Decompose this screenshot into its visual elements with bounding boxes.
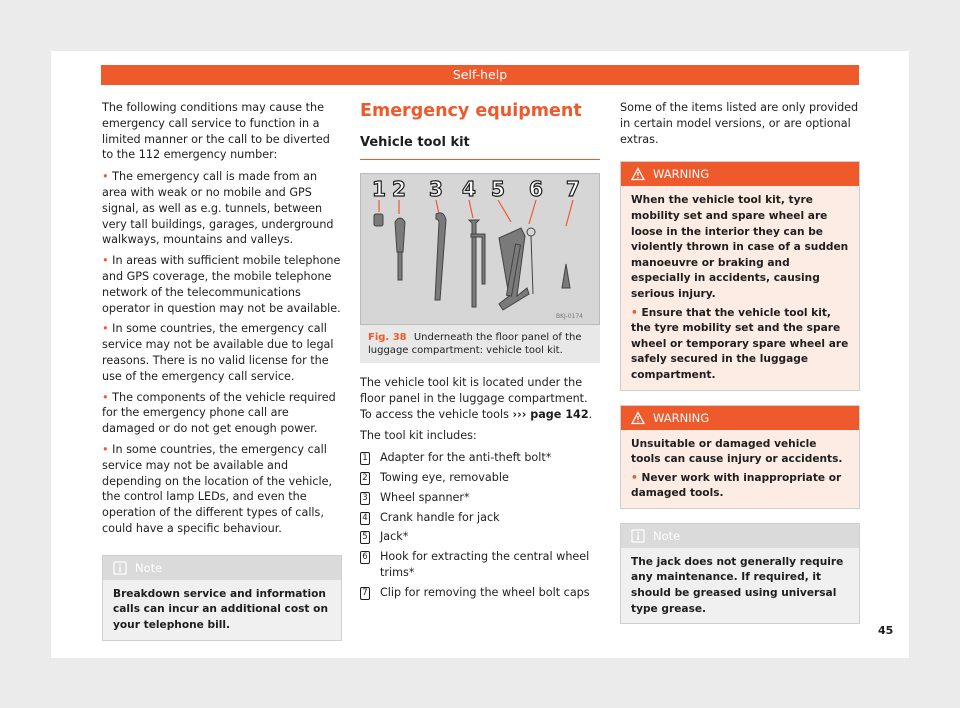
tool-list-item <box>360 450 600 466</box>
item-number-badge: 6 <box>360 551 370 564</box>
tool-name: Adapter for the anti-theft bolt* <box>380 451 552 465</box>
warning-text-2: Unsuitable or damaged vehicle tools can cause injury or accidents. <box>631 437 843 466</box>
warning-text-1: When the vehicle tool kit, tyre mobility set and spare wheel are loose in the interior they can be violently thrown in case of a sudden manoeuvre or braking and especially in accidents, causing serious injury. <box>631 194 849 300</box>
note-title: Note <box>135 560 163 575</box>
warning-triangle-icon <box>631 167 645 181</box>
warning-bullet-text-2: Never work with inappropriate or damaged tools. <box>631 471 842 500</box>
bullet-icon: • <box>102 390 113 404</box>
figure-callout-number: 3 <box>429 177 443 201</box>
condition-item <box>102 169 342 248</box>
condition-text: In some countries, the emergency call service may not be available and depending on the location of the vehicle, the control lamp LEDs, and even the operation of the different types of calls, could have a specific behaviour. <box>102 442 333 535</box>
info-icon <box>631 529 645 543</box>
item-number-badge: 5 <box>360 531 370 544</box>
conditions-list <box>102 169 342 537</box>
info-icon <box>113 561 127 575</box>
column-middle <box>360 100 600 605</box>
figure-callout-number: 2 <box>392 177 406 201</box>
warning-bullet-2: • Never work with inappropriate or damaged tools. <box>631 471 842 500</box>
warning-header-1 <box>621 162 859 186</box>
figure-callout-number: 1 <box>372 177 386 201</box>
note-box <box>102 555 342 641</box>
item-number-badge: 1 <box>360 452 370 465</box>
warning-box-2 <box>620 405 860 509</box>
section-header: Self-help <box>101 65 859 85</box>
tool-kit-illustration <box>361 174 599 324</box>
page-number: 45 <box>878 624 894 637</box>
page-link[interactable]: ››› page 142 <box>512 407 589 421</box>
item-number-badge: 3 <box>360 492 370 505</box>
item-number-badge: 7 <box>360 587 370 600</box>
tool-list-item <box>360 490 600 506</box>
warning-header-2 <box>621 406 859 430</box>
note-header <box>103 556 341 580</box>
warning-box-1 <box>620 161 860 390</box>
warning-title-2: WARNING <box>653 410 710 425</box>
tool-name: Hook for extracting the central wheel trims* <box>380 550 590 579</box>
bullet-icon: • <box>102 254 113 268</box>
section-title: Emergency equipment <box>360 101 582 121</box>
tool-name: Clip for removing the wheel bolt caps <box>380 585 590 599</box>
list-intro: The tool kit includes: <box>360 429 477 443</box>
warning-bullet-1: • Ensure that the vehicle tool kit, the tyre mobility set and the spare wheel or temporary spare wheel are safely secured in the luggage compartment. <box>631 306 849 381</box>
subsection-title: Vehicle tool kit <box>360 134 600 160</box>
note-text: Breakdown service and information calls can incur an additional cost on your telephone bill. <box>103 580 341 640</box>
item-number-badge: 4 <box>360 512 370 525</box>
tool-list-item <box>360 549 600 581</box>
condition-text: The emergency call is made from an area with weak or no mobile and GPS signal, as well as e.g. tunnels, between very tall buildings, garages, underground walkways, mountains and valleys. <box>102 170 334 247</box>
tool-list-item <box>360 529 600 545</box>
warning-triangle-icon <box>631 411 645 425</box>
note-title-2: Note <box>653 528 681 543</box>
item-number-badge: 2 <box>360 472 370 485</box>
figure-caption <box>360 325 600 363</box>
intro-text: The following conditions may cause the emergency call service to function in a limited manner or the call to be diverted to the 112 emergency number: <box>102 101 330 162</box>
tool-list-item <box>360 510 600 526</box>
tool-name: Wheel spanner* <box>380 490 470 504</box>
figure-code: BKJ-0174 <box>555 313 583 320</box>
figure-callout-number: 4 <box>462 177 476 201</box>
figure-label: Fig. 38 <box>368 332 407 343</box>
condition-item <box>102 321 342 384</box>
condition-item <box>102 442 342 537</box>
condition-text: In some countries, the emergency call service may not be available due to legal reasons. There is no valid license for the use of the emergency call service. <box>102 322 334 383</box>
note-box-2 <box>620 523 860 624</box>
figure-callout-number: 7 <box>566 177 580 201</box>
tool-kit-figure <box>360 173 600 325</box>
condition-text: In areas with sufficient mobile telephone and GPS coverage, the mobile telephone network of the telecommunications operator in question may not be available. <box>102 254 341 315</box>
location-suffix: . <box>588 407 593 421</box>
note-text-2: The jack does not generally require any maintenance. If required, it should be greased using universal type grease. <box>621 548 859 623</box>
warning-body-2 <box>621 430 859 508</box>
condition-item <box>102 253 342 316</box>
location-paragraph <box>360 375 600 422</box>
tool-list <box>360 450 600 600</box>
optional-items-text: Some of the items listed are only provided in certain model versions, or are optional extras. <box>620 101 859 146</box>
location-text: The vehicle tool kit is located under the floor panel in the luggage compartment. To access the vehicle tools <box>360 376 588 421</box>
warning-body-1 <box>621 186 859 389</box>
bullet-icon: • <box>102 322 113 336</box>
condition-text: The components of the vehicle required for the emergency phone call are damaged or do not get enough power. <box>102 390 336 436</box>
figure-callout-number: 5 <box>491 177 505 201</box>
tool-name: Crank handle for jack <box>380 510 500 524</box>
warning-bullet-text-1: Ensure that the vehicle tool kit, the tyre mobility set and the spare wheel or temporary spare wheel are safely secured in the luggage compartment. <box>631 306 849 381</box>
column-right <box>620 100 860 638</box>
figure-callout-number: 6 <box>529 177 543 201</box>
tool-name: Towing eye, removable <box>380 470 509 484</box>
bullet-icon: • <box>102 442 113 456</box>
warning-title-1: WARNING <box>653 167 710 182</box>
tool-name: Jack* <box>380 530 409 544</box>
condition-item <box>102 390 342 437</box>
figure-caption-text: Underneath the floor panel of the luggage compartment: vehicle tool kit. <box>368 332 582 356</box>
note-header-2 <box>621 524 859 548</box>
bullet-icon: • <box>102 170 113 184</box>
column-left <box>102 100 342 655</box>
tool-list-item <box>360 585 600 601</box>
tool-list-item <box>360 470 600 486</box>
